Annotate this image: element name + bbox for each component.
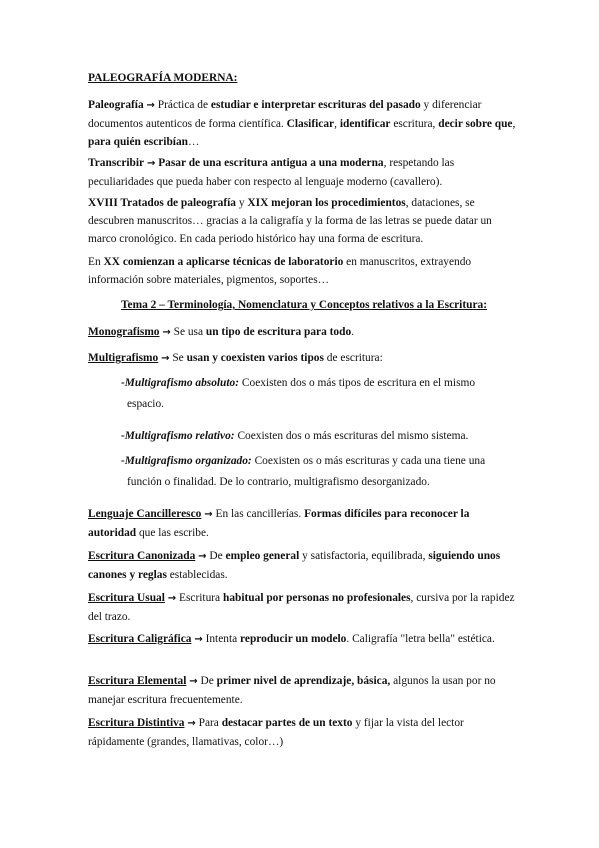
subitem-absoluto xyxy=(121,373,521,415)
paragraph-caligrafica xyxy=(88,630,520,649)
text: De xyxy=(209,550,223,562)
arrow-icon: → xyxy=(146,100,155,111)
term-elemental: Escritura Elemental xyxy=(88,675,187,687)
section-heading: Tema 2 – Terminología, Nomenclatura y Conceptos relativos a la Escritura: xyxy=(120,299,488,311)
text: y fijar la vista del lector rápidamente (grandes, llamativas, color…) xyxy=(88,717,464,748)
paragraph-monografismo xyxy=(88,323,520,342)
text-bold: destacar partes de un texto xyxy=(221,717,353,729)
text: Se usa xyxy=(173,326,204,338)
text: Se xyxy=(172,352,184,364)
text-bold: primer nivel de aprendizaje, básica, xyxy=(216,675,391,687)
text: en manuscritos, extrayendo información sobre materiales, pigmentos, soportes… xyxy=(88,256,472,286)
term-multigrafismo: Multigrafismo xyxy=(88,352,159,364)
arrow-icon: → xyxy=(161,353,170,364)
text-bold: XIX mejoran los procedimientos xyxy=(247,197,406,209)
arrow-icon: → xyxy=(198,551,207,562)
paragraph-tratados xyxy=(88,194,520,248)
text: y xyxy=(238,197,245,209)
text: establecidas. xyxy=(169,569,228,581)
arrow-icon: → xyxy=(187,718,196,729)
term-canonizada: Escritura Canonizada xyxy=(88,550,196,562)
text-bold: estudiar e interpretar escrituras del pasado xyxy=(210,99,421,111)
text: … xyxy=(188,136,200,148)
text: , xyxy=(512,118,516,130)
paragraph-canonizada xyxy=(88,547,520,584)
text-bold: siguiendo unos canones y reglas xyxy=(88,550,501,581)
subitem-label: -Multigrafismo absoluto: xyxy=(121,377,240,389)
text: Intenta xyxy=(205,633,238,645)
text: que las escribe. xyxy=(138,527,209,539)
paragraph-multigrafismo xyxy=(88,349,520,368)
paragraph-elemental xyxy=(88,672,520,709)
text: En xyxy=(88,256,101,268)
term-distintiva: Escritura Distintiva xyxy=(88,717,185,729)
term-transcribir: Transcribir xyxy=(88,157,145,169)
text-bold: reproducir un modelo xyxy=(240,633,347,645)
text: función o finalidad. De lo contrario, multigrafismo desorganizado. xyxy=(127,476,430,488)
text: En las cancillerías. xyxy=(215,508,302,520)
text-bold: XVIII Tratados de paleografía xyxy=(88,197,236,209)
arrow-icon: → xyxy=(204,509,213,520)
text-bold: un tipo de escritura para todo xyxy=(205,326,352,338)
paragraph-cancilleresco xyxy=(88,505,520,542)
subitem-organizado xyxy=(121,451,521,493)
arrow-icon: → xyxy=(167,593,177,604)
text: De xyxy=(200,675,214,687)
subitem-label: -Multigrafismo organizado: xyxy=(121,455,252,467)
term-usual: Escritura Usual xyxy=(88,592,165,604)
text: , dataciones, se descubren manuscritos… gracias a la caligrafía y la forma de las letras se puede datar un marco cronológico. En cada periodo histórico hay una forma de escritura. xyxy=(88,197,492,245)
text-bold: Formas difíciles para reconocer la autoridad xyxy=(88,508,470,539)
term-paleografia: Paleografía xyxy=(88,99,144,111)
paragraph-paleografia xyxy=(88,96,520,151)
arrow-icon: → xyxy=(194,634,203,645)
text: , respetando las peculiaridades que pueda haber con respecto al lenguaje moderno (cavallero). xyxy=(88,157,455,188)
text: Escritura xyxy=(179,592,221,604)
arrow-icon: → xyxy=(146,158,156,169)
text: escritura, xyxy=(393,118,436,130)
text: Coexisten dos o más tipos de escritura en el mismo xyxy=(241,377,476,389)
term-cancilleresco: Lenguaje Cancilleresco xyxy=(88,508,202,520)
text-bold: para quién escribían xyxy=(88,136,188,148)
text: y diferenciar documentos autenticos de forma científica. xyxy=(88,99,482,130)
text-bold: Clasificar xyxy=(286,118,335,130)
text: , xyxy=(334,118,337,130)
text: Coexisten dos o más escrituras del mismo sistema. xyxy=(237,430,469,442)
text-bold: decir sobre que xyxy=(438,118,513,130)
paragraph-transcribir xyxy=(88,154,520,191)
text-bold: identificar xyxy=(339,118,391,130)
text: algunos la usan por no manejar escritura frecuentemente. xyxy=(88,675,496,706)
paragraph-usual xyxy=(88,589,520,626)
arrow-icon: → xyxy=(162,327,171,338)
text: y satisfactoria, equilibrada, xyxy=(302,550,426,562)
text: . Caligrafía "letra bella" estética. xyxy=(346,633,495,645)
text: Para xyxy=(198,717,219,729)
paragraph-laboratorio xyxy=(88,253,520,289)
text: espacio. xyxy=(127,398,165,410)
term-monografismo: Monografismo xyxy=(88,326,160,338)
text: Práctica de xyxy=(157,99,209,111)
subitem-relativo xyxy=(121,426,521,447)
text-bold: usan y coexisten varios tipos xyxy=(186,352,324,364)
text-bold: XX comienzan a aplicarse técnicas de laboratorio xyxy=(103,256,344,268)
text: . xyxy=(351,326,354,338)
term-caligrafica: Escritura Caligráfica xyxy=(88,633,192,645)
text: de escritura: xyxy=(326,352,383,364)
text-bold: habitual por personas no profesionales xyxy=(222,592,411,604)
text-bold: Pasar de una escritura antigua a una moderna xyxy=(158,157,384,169)
subitem-label: -Multigrafismo relativo: xyxy=(121,430,235,442)
arrow-icon: → xyxy=(189,676,198,687)
text: , cursiva por la rapidez del trazo. xyxy=(88,592,515,623)
text-bold: empleo general xyxy=(225,550,300,562)
page-title: PALEOGRAFÍA MODERNA: xyxy=(88,72,238,84)
text: Coexisten os o más escrituras y cada una tiene una xyxy=(254,455,486,467)
paragraph-distintiva xyxy=(88,714,520,751)
